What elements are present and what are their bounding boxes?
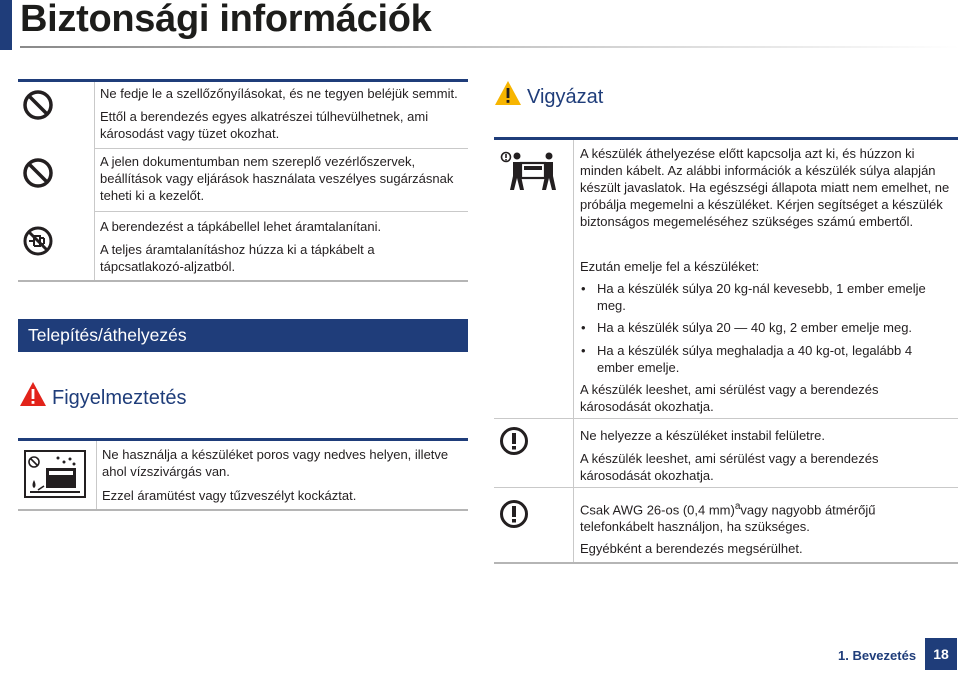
table-bottom-border [18,280,468,282]
bullet-dot: • [581,281,586,296]
prohibited-icon [22,157,54,189]
dusty-humid-environment-icon [24,450,86,498]
title-divider [20,46,960,48]
table-top-border [18,438,468,441]
list-item: A jelen dokumentumban nem szereplő vezérlőszervek, beállítások vagy eljárások használata veszélyes sugárzásnak teheti ki a kezelőt. [100,154,454,203]
awg-text-pre: Csak AWG 26-os (0,4 mm) [580,502,735,518]
row-divider [494,487,958,488]
list-item: Ne használja a készüléket poros vagy nedves helyen, illetve ahol vízszivárgás van. [102,447,449,479]
warning-title: Figyelmeztetés [52,387,187,409]
list-item: A készülék leeshet, ami sérülést vagy a berendezés károsodását okozhatja. [580,451,879,483]
page-number: 18 [925,638,957,670]
row-divider [494,418,958,419]
list-item: A berendezést a tápkábellel lehet áramtalanítani. [100,219,382,234]
bullet-dot: • [581,320,586,335]
awg-text-post: vagy nagyobb átmérőjű telefonkábelt használjon, ha szükséges. [580,502,876,535]
table-column-divider [573,140,574,562]
caution-paragraph: A készülék leeshet, ami sérülést vagy a berendezés károsodását okozhatja. [580,382,879,414]
table-top-border [18,79,468,82]
two-person-lift-icon [500,150,560,194]
list-item: Ettől a berendezés egyes alkatrészei túlhevülhetnek, ami károsodást vagy tüzet okozhat. [100,109,429,141]
table-top-border [494,137,958,140]
prohibited-icon [22,89,54,121]
bullet-item: Ha a készülék súlya 20 — 40 kg, 2 ember emelje meg. [597,320,913,335]
section-heading-bar [18,319,468,352]
list-item [580,498,910,535]
caution-triangle-icon [494,80,522,106]
caution-title: Vigyázat [527,86,604,108]
table-bottom-border [494,562,958,564]
exclamation-icon [499,499,529,529]
row-divider [95,148,468,149]
list-item: Egyébként a berendezés megsérülhet. [580,541,803,556]
exclamation-icon [499,426,529,456]
bullet-item: Ha a készülék súlya meghaladja a 40 kg-ot, legalább 4 ember emelje. [597,343,913,375]
list-item: Ne fedje le a szellőzőnyílásokat, és ne tegyen beléjük semmit. [100,86,458,101]
footnote-marker: a [734,501,741,512]
table-bottom-border [18,509,468,511]
table-column-divider [94,82,95,280]
row-divider [95,211,468,212]
bullet-item: Ha a készülék súlya 20 kg-nál kevesebb, 1 ember emelje meg. [597,281,926,313]
caution-paragraph: A készülék áthelyezése előtt kapcsolja azt ki, és húzzon ki minden kábelt. Az alábbi információk a készülék súlya alapján készült javaslatok. Ha egészségi állapota miatt nem emelhet, ne próbálja megemelni a készüléket. Kérjen segítséget a készülék biztonságos megemeléséhez szükséges számú embertől. [580,146,950,229]
list-item: Ezzel áramütést vagy tűzveszélyt kockáztat. [102,488,357,503]
table-column-divider [96,441,97,509]
section-title: Telepítés/áthelyezés [28,325,187,345]
list-item: Ne helyezze a készüléket instabil felületre. [580,428,825,443]
unplug-icon [22,225,54,257]
bullet-dot: • [581,343,586,358]
warning-triangle-icon [19,381,47,407]
footer-section-label: 1. Bevezetés [838,648,917,663]
list-item: A teljes áramtalanításhoz húzza ki a tápkábelt a tápcsatlakozó-aljzatból. [100,242,375,274]
title-accent-bar [0,0,12,50]
caution-paragraph: Ezután emelje fel a készüléket: [580,259,760,274]
page-title: Biztonsági információk [20,0,432,40]
